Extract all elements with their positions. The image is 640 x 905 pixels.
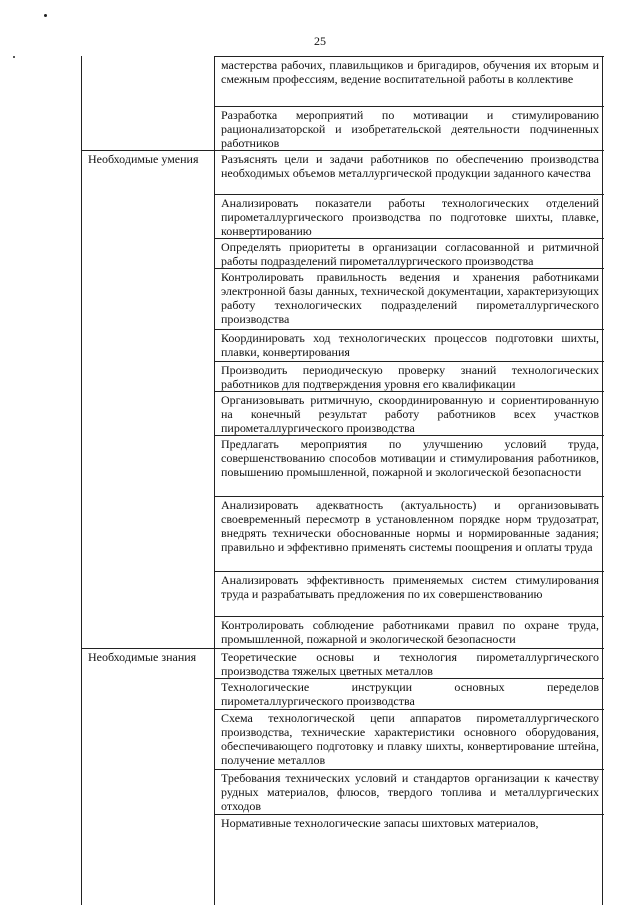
row-border <box>215 106 604 107</box>
scan-speck <box>13 56 15 58</box>
table-cell-text: Технологические инструкции основных переделов пирометаллургического производства <box>221 680 599 708</box>
row-border <box>215 361 604 362</box>
row-border <box>215 238 604 239</box>
section-label-column <box>82 56 215 905</box>
row-border <box>215 496 604 497</box>
table-cell-text: Теоретические основы и технология пирометаллургического производства тяжелых цветных металлов <box>221 650 599 678</box>
table-cell-text: Определять приоритеты в организации согласованной и ритмичной работы подразделений пирометаллургического производства <box>221 240 599 268</box>
table-cell-text: Производить периодическую проверку знаний технологических работников для подтверждения уровня его квалификации <box>221 363 599 391</box>
row-border <box>215 571 604 572</box>
table-cell-text: Анализировать адекватность (актуальность) и организовывать своевременный пересмотр в установленном порядке норм трудозатрат, внедрять технически обоснованные нормы и нормированные задания; правильно и эффективно применять системы поощрения и оплаты труда <box>221 498 599 554</box>
row-border <box>215 329 604 330</box>
section-border <box>82 150 604 151</box>
row-border <box>215 678 604 679</box>
table-cell-text: мастерства рабочих, плавильщиков и бригадиров, обучения их вторым и смежным профессиям, ведение воспитательной работы в коллективе <box>221 58 599 86</box>
table-cell-text: Контролировать соблюдение работниками правил по охране труда, промышленной, пожарной и экологической безопасности <box>221 618 599 646</box>
scan-speck <box>44 14 47 17</box>
table-cell-text: Схема технологической цепи аппаратов пирометаллургического производства, технические характеристики основного оборудования, обеспечивающего подготовку и плавку шихты, конвертирование штейна, получение металлов <box>221 711 599 767</box>
section-label-skills: Необходимые умения <box>88 152 199 166</box>
row-border <box>215 616 604 617</box>
row-border <box>215 814 604 815</box>
row-border <box>215 769 604 770</box>
row-border <box>215 194 604 195</box>
table-cell-text: Нормативные технологические запасы шихтовых материалов, <box>221 816 539 830</box>
row-border <box>215 391 604 392</box>
page-number: 25 <box>314 34 326 48</box>
section-label-knowledge: Необходимые знания <box>88 650 197 664</box>
section-border <box>82 648 604 649</box>
table-cell-text: Контролировать правильность ведения и хранения работниками электронной базы данных, технической документации, характеризующих работу технологических подразделений пирометаллургического производства <box>221 270 599 326</box>
table-cell-text: Анализировать показатели работы технологических отделений пирометаллургического производства по подготовке шихты, плавке, конвертированию <box>221 196 599 238</box>
table-cell-text: Координировать ход технологических процессов подготовки шихты, плавки, конвертирования <box>221 331 599 359</box>
table-cell-text: Предлагать мероприятия по улучшению условий труда, совершенствованию способов мотивации и стимулирования работников, повышению промышленной, пожарной и экологической безопасности <box>221 437 599 479</box>
table-cell-text: Анализировать эффективность применяемых систем стимулирования труда и разрабатывать предложения по их совершенствованию <box>221 573 599 601</box>
row-border <box>215 709 604 710</box>
table-cell-text: Разработка мероприятий по мотивации и стимулированию рационализаторской и изобретательской деятельности подчиненных работников <box>221 108 599 150</box>
table-cell-text: Требования технических условий и стандартов организации к качеству рудных материалов, флюсов, твердого топлива и металлургических отходов <box>221 771 599 813</box>
competency-table <box>81 56 603 905</box>
row-border <box>215 56 604 57</box>
table-cell-text: Разъяснять цели и задачи работников по обеспечению производства необходимых объемов металлургической продукции заданного качества <box>221 152 599 180</box>
table-cell-text: Организовывать ритмичную, скоординированную и сориентированную на конечный результат работу работников всех участков пирометаллургического производства <box>221 393 599 435</box>
row-border <box>215 268 604 269</box>
row-border <box>215 435 604 436</box>
